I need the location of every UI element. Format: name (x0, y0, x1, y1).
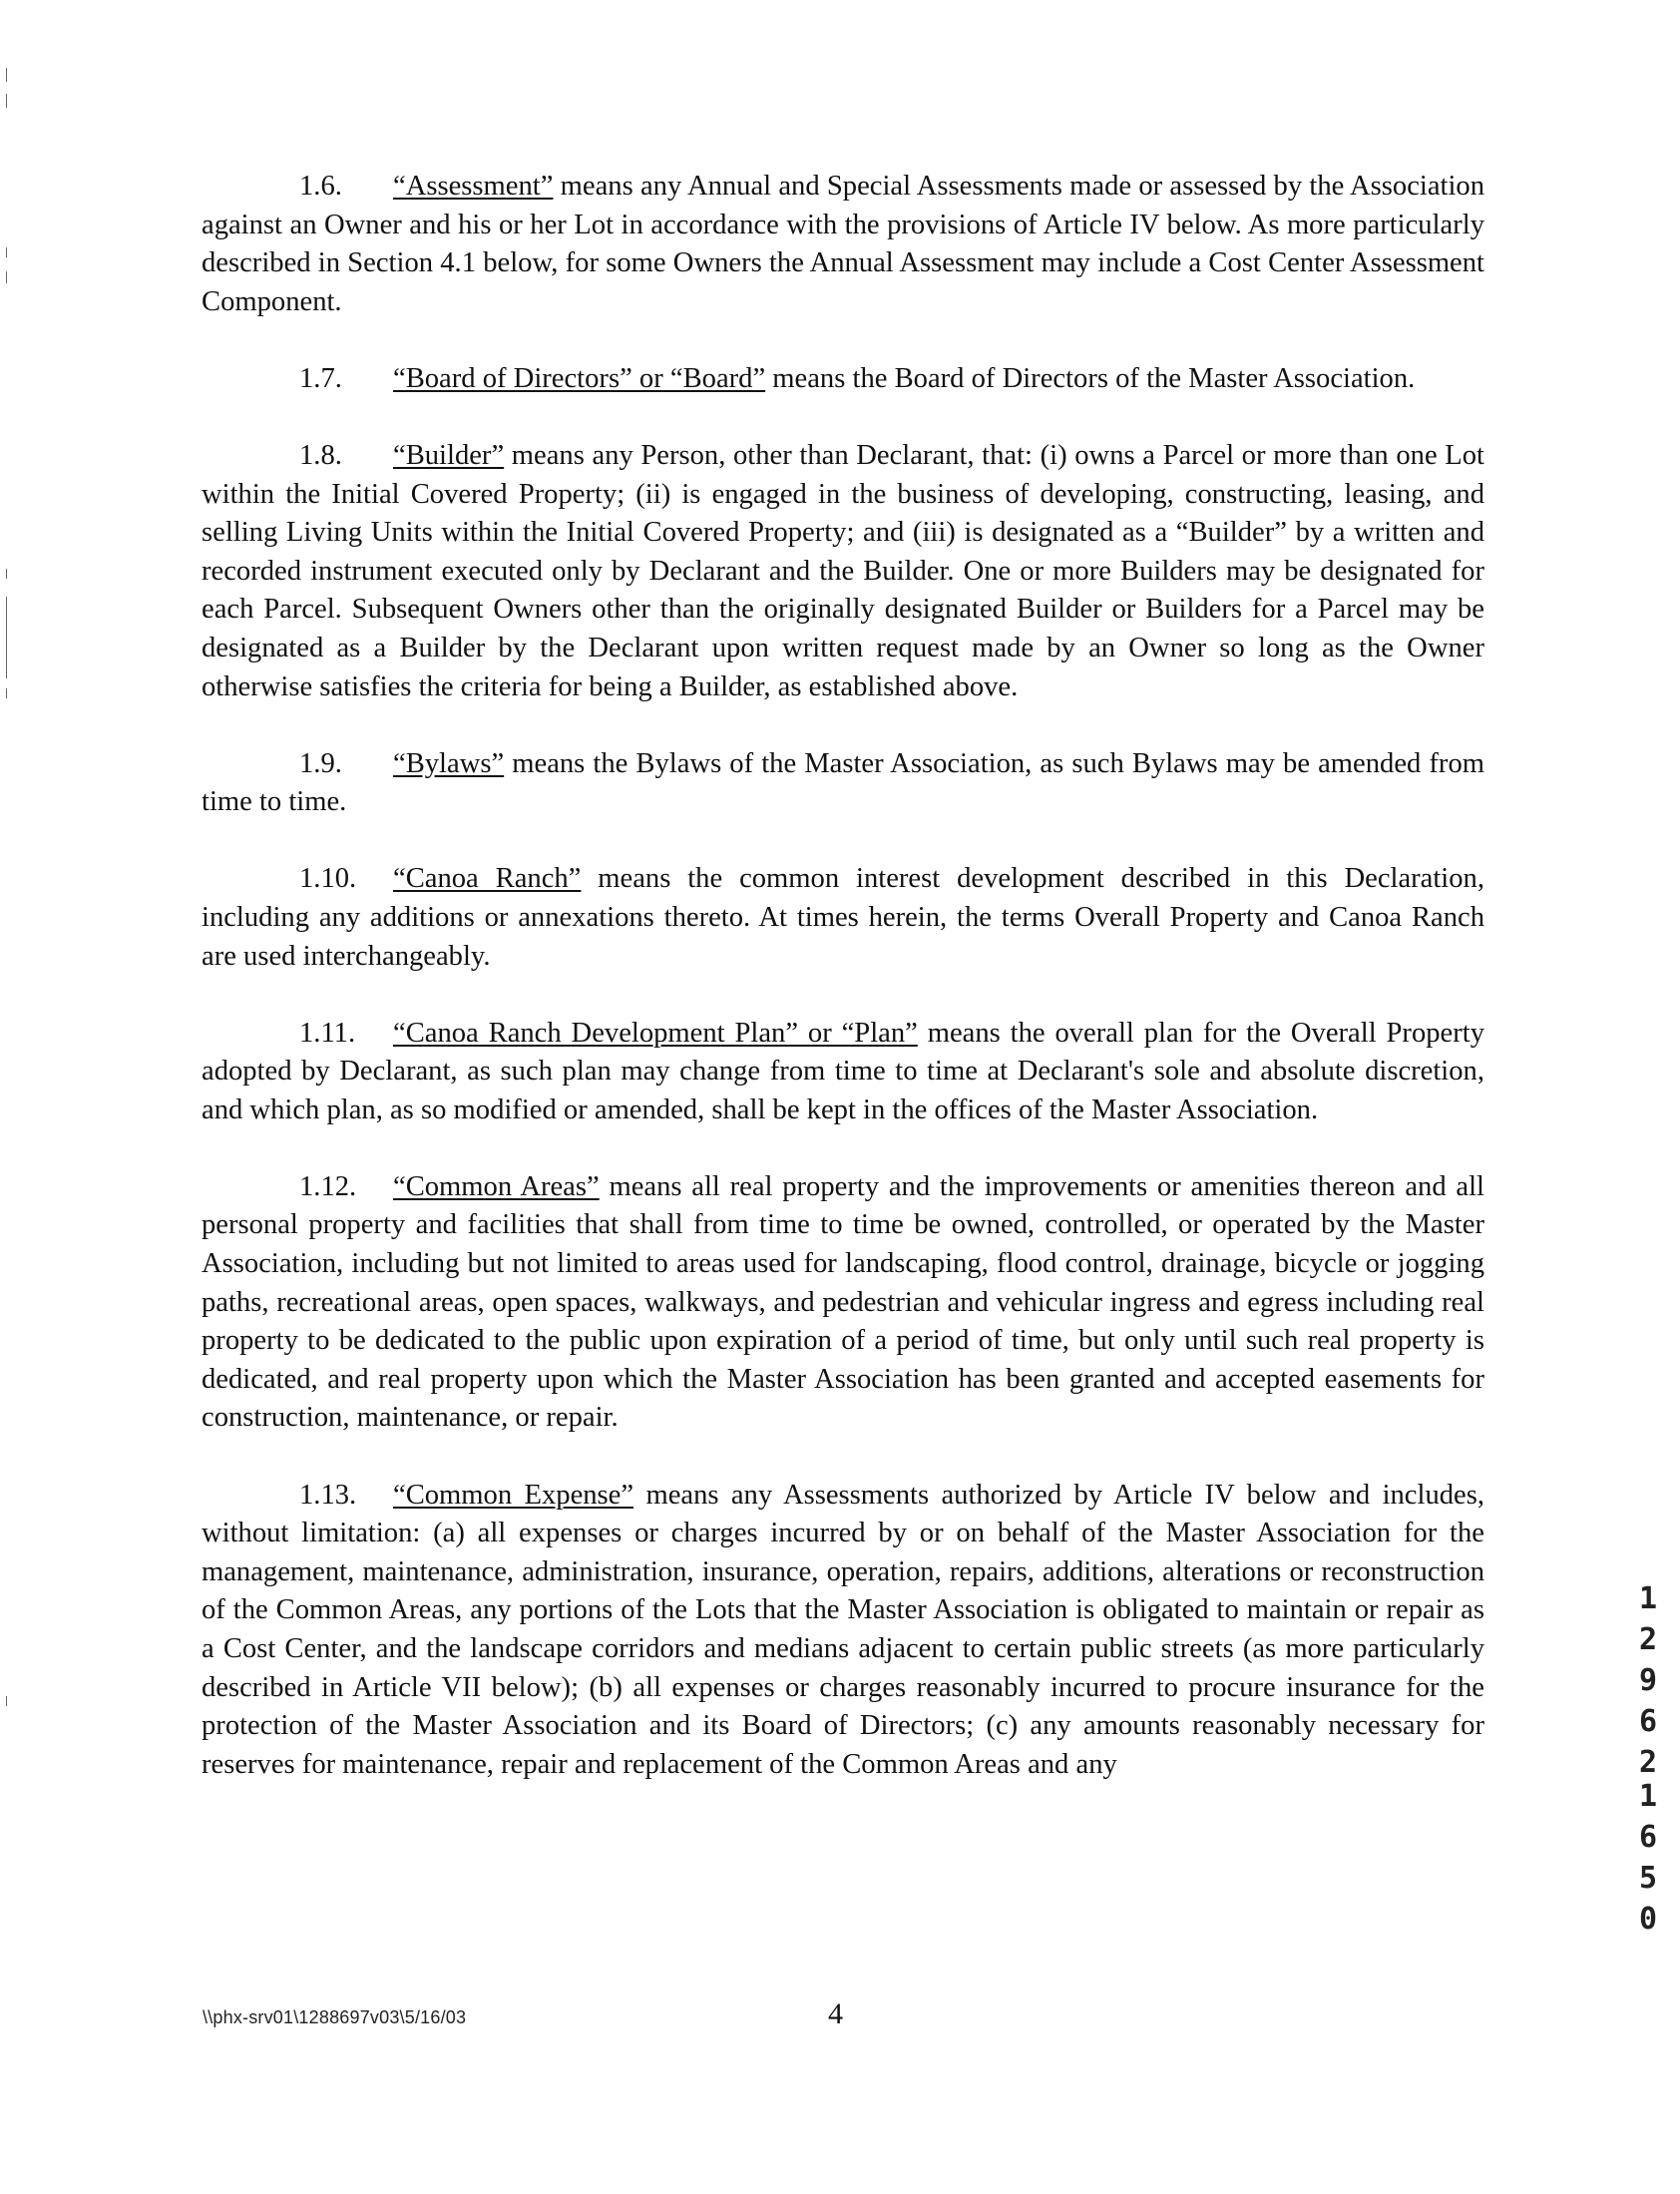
defined-term: “Canoa Ranch Development Plan” or “Plan” (393, 1017, 918, 1049)
defined-term: “Builder” (393, 439, 505, 471)
revision-bar (6, 597, 7, 678)
definition-1-7 (202, 360, 1484, 399)
definition-text: means the common interest development described in this Declaration, including any additions or annexations thereto. At times herein, the terms Overall Property and Canoa Ranch are used interchangeably. (202, 863, 1484, 972)
recording-number-stamp (1629, 1578, 1667, 1783)
margin-mark (6, 569, 7, 579)
definition-1-11 (202, 1015, 1484, 1130)
definition-text: means all real property and the improvements or amenities thereon and all personal property and facilities that shall from time to time be owned, controlled, or operated by the Master Association, including but not limited to areas used for landscaping, flood control, drainage, bicycle or jogging paths, recreational areas, open spaces, walkways, and pedestrian and vehicular ingress and egress including real property to be dedicated to the public upon expiration of a period of time, but only until such real property is dedicated, and real property upon which the Master Association has been granted and accepted easements for construction, maintenance, or repair. (202, 1170, 1484, 1434)
section-number: 1.8. (299, 439, 342, 471)
definition-text: means the Bylaws of the Master Association, as such Bylaws may be amended from time to time. (202, 747, 1484, 818)
definition-1-12 (202, 1168, 1484, 1438)
margin-mark (6, 68, 7, 82)
definition-text: means the overall plan for the Overall Property adopted by Declarant, as such plan may change from time to time at Declarant's sole and absolute discretion, and which plan, as so modified or amended, shall be kept in the offices of the Master Association. (202, 1017, 1484, 1125)
margin-mark (6, 94, 7, 108)
definition-1-8 (202, 437, 1484, 706)
stamp-digit: 6 (1638, 1704, 1658, 1739)
definition-1-6 (202, 168, 1484, 321)
stamp-digit: 2 (1638, 1745, 1658, 1780)
definition-text: means any Assessments authorized by Article IV below and includes, without limitation: (a) all expenses or charges incurred by or on behalf of the Master Association for the management, maintenance, administration, insurance, operation, repairs, additions, alterations or reconstruction of the Common Areas, any portions of the Lots that the Master Association is obligated to maintain or repair as a Cost Center, and the landscape corridors and medians adjacent to certain public streets (as more particularly described in Article VII below); (b) all expenses or charges reasonably incurred to procure insurance for the protection of the Master Association and its Board of Directors; (c) any amounts reasonably necessary for reserves for maintenance, repair and replacement of the Common Areas and any (202, 1479, 1485, 1780)
definition-1-10 (202, 860, 1484, 976)
page-number: 4 (828, 1997, 843, 2030)
stamp-digit: 6 (1638, 1820, 1658, 1855)
defined-term: “Assessment” (393, 171, 554, 202)
defined-term: “Common Areas” (393, 1170, 600, 1202)
margin-mark (6, 1696, 7, 1706)
section-number: 1.7. (299, 362, 342, 394)
definition-text: means the Board of Directors of the Master Association. (765, 362, 1416, 394)
margin-mark (6, 247, 7, 257)
defined-term: “Common Expense” (393, 1479, 634, 1511)
definitions-body (202, 168, 1484, 1823)
definition-1-9 (202, 745, 1484, 822)
section-number: 1.12. (299, 1170, 357, 1202)
definition-1-13 (202, 1477, 1484, 1785)
section-number: 1.9. (299, 747, 342, 779)
stamp-digit: 0 (1638, 1902, 1658, 1937)
stamp-digit: 1 (1638, 1581, 1658, 1616)
definition-text: means any Annual and Special Assessments made or assessed by the Association against an Owner and his or her Lot in accordance with the provisions of Article IV below. As more particularly described in Section 4.1 below, for some Owners the Annual Assessment may include a Cost Center Assessment Component. (202, 171, 1484, 317)
section-number: 1.11. (299, 1017, 356, 1049)
recording-number-stamp-lower (1629, 1776, 1667, 1940)
margin-mark (6, 688, 7, 698)
stamp-digit: 2 (1638, 1622, 1658, 1657)
stamp-digit: 5 (1638, 1861, 1658, 1896)
defined-term: “Canoa Ranch” (393, 863, 582, 895)
defined-term: “Board of Directors” or “Board” (393, 362, 766, 394)
section-number: 1.13. (299, 1479, 357, 1511)
document-path: \\phx-srv01\1288697v03\5/16/03 (203, 2007, 467, 2027)
stamp-digit: 9 (1638, 1663, 1658, 1698)
stamp-digit: 1 (1638, 1779, 1658, 1814)
section-number: 1.10. (299, 863, 357, 895)
margin-mark (6, 271, 7, 283)
defined-term: “Bylaws” (393, 747, 505, 779)
definition-text: means any Person, other than Declarant, that: (i) owns a Parcel or more than one Lot within the Initial Covered Property; (ii) is engaged in the business of developing, constructing, leasing, and selling Living Units within the Initial Covered Property; and (iii) is designated as a “Builder” by a written and recorded instrument executed only by Declarant and the Builder. One or more Builders may be designated for each Parcel. Subsequent Owners other than the originally designated Builder or Builders for a Parcel may be designated as a Builder by the Declarant upon written request made by an Owner so long as the Owner otherwise satisfies the criteria for being a Builder, as established above. (202, 439, 1484, 702)
section-number: 1.6. (299, 171, 342, 202)
